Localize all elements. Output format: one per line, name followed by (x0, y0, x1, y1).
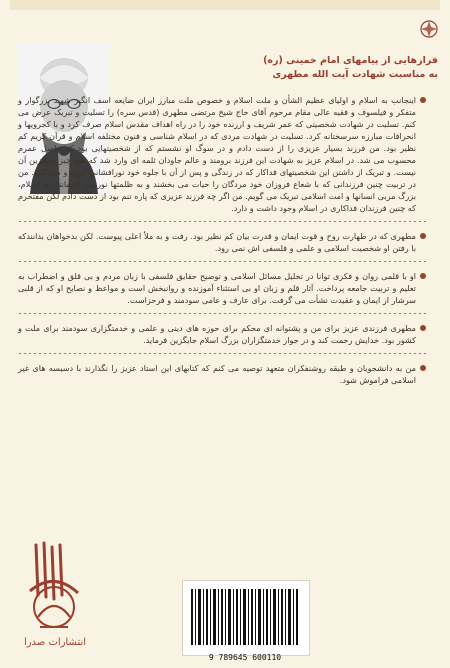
top-border (10, 0, 440, 10)
page-subtitle: به مناسبت شهادت آیت الله مطهری (272, 69, 438, 80)
publisher-name: انتشارات صدرا (23, 637, 87, 648)
paragraph-3 (18, 270, 426, 306)
publisher-logo (20, 535, 90, 651)
title-block (118, 54, 438, 82)
paragraph-4-text: مطهری فرزندی عزیز برای من و پشتوانه ای محکم برای حوزه های دینی و علمی و خدمتگزاری سودمند برای ملت و کشور بود. خدایش رحمت کند و در جوار خدمتگزاران بزرگ اسلام جایگزین فرماید. (18, 323, 416, 345)
bullet-icon (420, 273, 426, 279)
page-title: فرازهایی از پیامهای امام خمینی (ره) (263, 55, 438, 66)
barcode (182, 580, 310, 656)
divider (18, 221, 426, 222)
paragraph-5 (18, 362, 426, 386)
paragraph-1 (18, 94, 426, 214)
paragraph-2 (18, 230, 426, 254)
barcode-number: 9 789645 600110 (208, 653, 282, 662)
divider (18, 353, 426, 354)
paragraph-1-text: اینجانب به اسلام و اولیای عظیم الشأن و ملت اسلام و خصوص ملت مبارز ایران ضایعه اسف انگیز شهید بزرگوار و متفکر و فیلسوف و فقیه عالی مقام مرحوم آقای حاج شیخ مرتضی مطهری (قدس سره) را تسلیت و تبریک عرض می کنم. تسلیت در شهادت شخصیتی که عمر شریف و ارزنده خود را در راه اهداف مقدس اسلام صرف کرد و با کجرویها و انحرافات مبارزه سرسختانه کرد. تسلیت در شهادت مردی که در اسلام شناسی و فنون مختلفه اسلام و قرآن کریم کم نظیر بود. من فرزند بسیار عزیزی را از دست دادم و در سوگ او نشستم که از شخصیتهایی بود که حاصل عمرم محسوب می شد. در اسلام عزیز به شهادت این فرزند برومند و عالم جاودان ثلمه ای وارد شد که هیچ چیز جایگزین آن نیست. و تبریک از داشتن این شخصیتهای فداکار که در زندگی و پس از آن با جلوه خود نورافشانی کرده و می کنند. من در تربیت چنین فرزندانی که با شعاع فروزان خود مردگان را حیات می بخشند و به ظلمتها نور می افشانند. به اسلام، بزرگ مربی انسانها و امت اسلامی تبریک می گویم. من اگر چه فرزند عزیزی که پاره تنم بود از دست دادم لکن مفتخرم که چنین فرزندان فداکاری در اسلام وجود داشت و دارد. (18, 95, 416, 213)
paragraph-3-text: او با قلمی روان و فکری توانا در تحلیل مسائل اسلامی و توضیح حقایق فلسفی با زبان مردم و بی قلق و اضطراب به تعلیم و تربیت جامعه پرداخت. آثار قلم و زبان او بی استثناء آموزنده و روانبخش است و مواعظ و نصایح او که از قلبی سرشار از ایمان و عقیدت نشأت می گرفت. برای عارف و عامی سودمند و فرحزاست. (18, 271, 416, 305)
paragraph-4 (18, 322, 426, 346)
bullet-icon (420, 325, 426, 331)
bullet-icon (420, 97, 426, 103)
quotes-content (18, 94, 426, 393)
divider (18, 261, 426, 262)
bullet-icon (420, 233, 426, 239)
paragraph-2-text: مطهری که در طهارت روح و قوت ایمان و قدرت بیان کم نظیر بود. رفت و به ملأ اعلی پیوست. لکن بدخواهان بدانندکه با رفتن او شخصیت اسلامی و علمی و فلسفی اش نمی رود. (18, 231, 416, 253)
paragraph-5-text: من به دانشجویان و طبقه روشنفکران متعهد توصیه می کنم که کتابهای این استاد عزیز را نگذارند با دسیسه های غیر اسلامی فراموش شود. (18, 363, 416, 385)
bullet-icon (420, 365, 426, 371)
divider (18, 313, 426, 314)
ornament-icon (418, 18, 440, 40)
